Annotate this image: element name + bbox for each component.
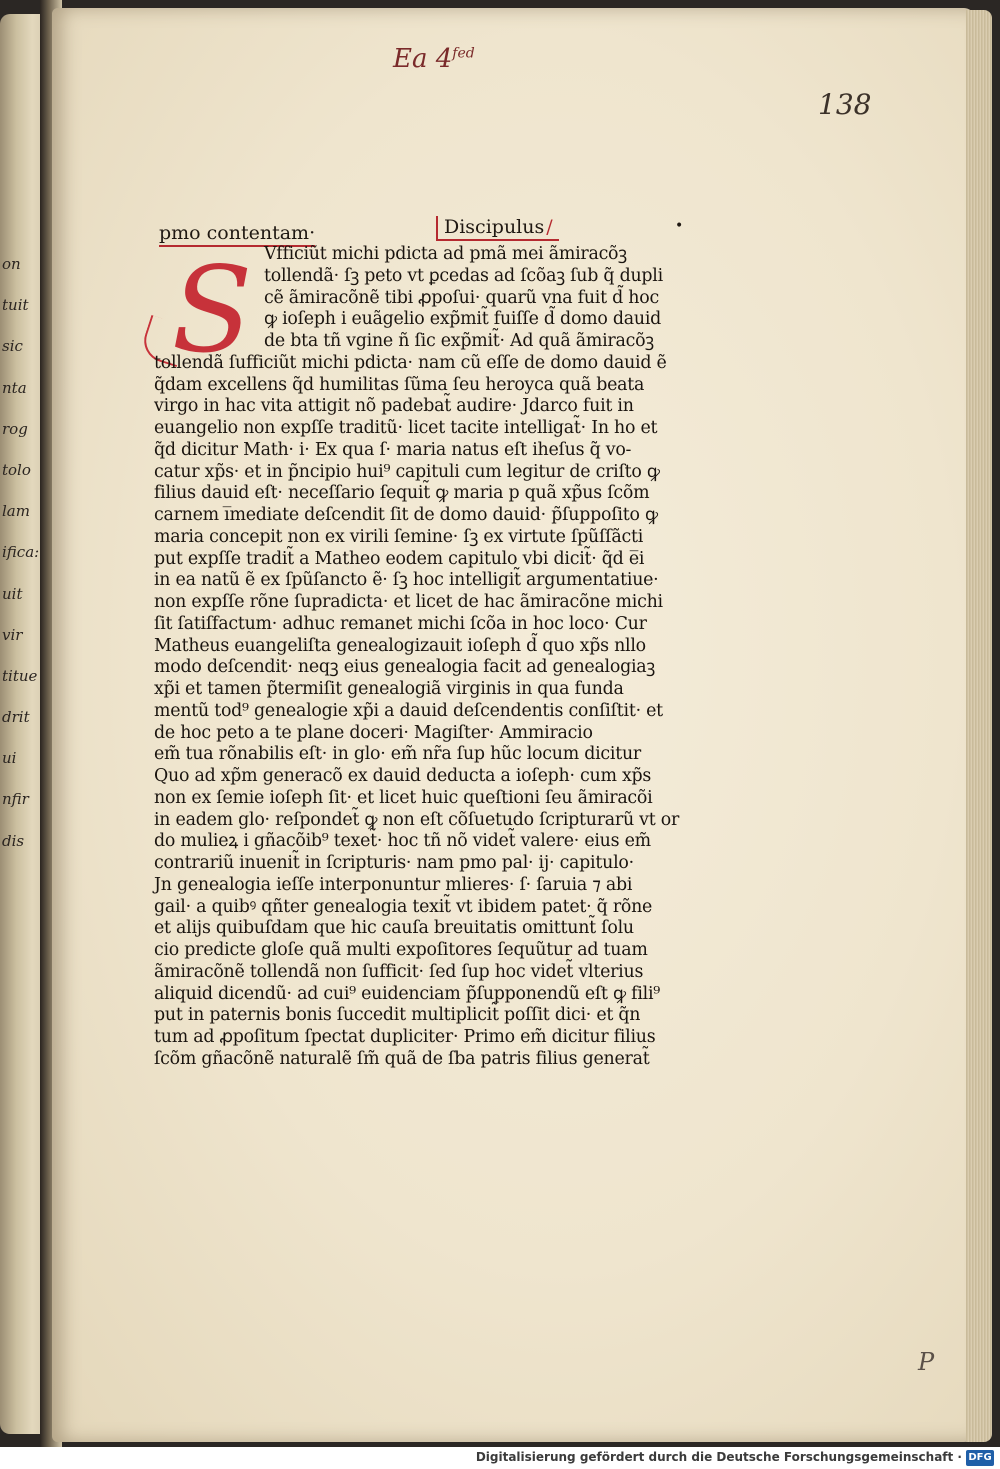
text-line: Jn genealogia ieſſe interponuntur mlieres· ſ· ſaruia ⁊ abi — [154, 874, 633, 895]
text-line: ꝙ ioſeph i euãgelio exp̃mit̃ fuiſſe d̃ domo dauid — [264, 309, 662, 330]
text-line: filius dauid eſt· neceſſario ſequit̃ ꝙ maria p quã xp̃us ſcõm — [154, 483, 650, 504]
text-line: de bta tñ vgine ñ ſic exp̃mit̃· Ad quã ãmiracõꝫ — [264, 331, 654, 351]
catchword: pmo contentam· — [159, 222, 315, 247]
text-line: mentũ tod⁹ genealogie xp̃i a dauid deſcendentis conſiſtit· et — [154, 700, 663, 721]
dfg-logo: DFG — [966, 1450, 994, 1466]
text-line: ſit ſatiſfactum· adhuc remanet michi ſcõa in hoc loco· Cur — [154, 613, 647, 634]
text-line: euangelio non expſſe traditũ· licet tacite intelligat̃· In ho et — [154, 418, 658, 438]
rubric-heading-text: Discipulus — [444, 216, 545, 238]
text-line: q̃dam excellens q̃d humilitas ſũma ſeu heroyca quã beata — [154, 374, 645, 395]
text-line: em̃ tua rõnabilis eſt· in glo· em̃ nr̃a ſup hũc locum dicitur — [154, 744, 641, 765]
left-page-text-fragments: on tuit sic nta rog tolo lam ifica: uit vir titue drit ui nfir dis — [2, 255, 40, 850]
text-line: xp̃i et tamen p̃termiſit genealogiã virginis in qua funda — [154, 679, 624, 699]
main-text-block — [154, 244, 702, 1071]
text-line: virgo in hac vita attigit nõ padebat̃ audire· Jdarco fuit in — [154, 396, 634, 417]
rubric-heading — [436, 216, 559, 241]
text-line: put expſſe tradit̃ a Matheo eodem capitulo vbi dicit̃· q̃d e̅i — [154, 548, 645, 569]
text-line: cio predicte gloſe quã multi expoſitores ſequũtur ad tuam — [154, 940, 648, 960]
text-line: do mulieꝝ i gñacõib⁹ texet̃· hoc tñ nõ videt̃ valere· eius em̃ — [154, 831, 651, 852]
page-edges — [966, 10, 992, 1442]
text-line: tollendã· ſꝫ peto vt ꝑcedas ad ſcõaꝫ ſub q̃ dupli — [264, 265, 663, 286]
text-line: Matheus euangeliſta genealogizauit ioſeph d̃ quo xp̃s nllo — [154, 635, 646, 656]
text-line: ſcõm gñacõnẽ naturalẽ ſm̃ quã de ſba patris filius generat̃ — [154, 1048, 650, 1069]
text-line: de hoc peto a te plane doceri· Magiſter· Ammiracio — [154, 722, 593, 743]
text-line: in eadem glo· reſpondet̃ ꝙ non eſt cõſuetudo ſcripturarũ vt or — [154, 809, 680, 830]
footer-credit: Digitalisierung gefördert durch die Deutsche Forschungsgemeinschaft · — [475, 1450, 962, 1464]
shelfmark-superscript: fed — [452, 45, 475, 62]
text-line: aliquid dicendũ· ad cui⁹ euidenciam p̃ſupponendũ eſt ꝙ fili⁹ — [154, 983, 660, 1004]
text-line: modo deſcendit· neqꝫ eius genealogia facit ad genealogiaꝫ — [154, 657, 656, 678]
text-line: non ex ſemie ioſeph ſit· et licet huic queſtioni ſeu ãmiracõi — [154, 787, 653, 808]
text-line: non expſſe rõne ſupradicta· et licet de hac ãmiracõne michi — [154, 592, 663, 612]
text-line: carnem i̅mediate deſcendit ſit de domo dauid· p̃ſuppoſito ꝙ — [154, 505, 658, 525]
text-line: Vfficiũt michi pdicta ad pmã mei ãmiracõꝫ — [264, 244, 627, 264]
folio-number: 138 — [818, 88, 872, 121]
text-line: maria concepit non ex virili ſemine· ſꝫ ex virtute ſpũſſãcti — [154, 526, 644, 547]
text-line: contrariũ inuenit̃ in ſcripturis· nam pmo pal· ij· capitulo· — [154, 853, 634, 873]
digitization-footer — [0, 1447, 1000, 1469]
text-line: cẽ ãmiracõnẽ tibi ꝓpoſui· quarũ vna fuit d̃ hoc — [264, 287, 659, 308]
text-line: Quo ad xp̃m generacõ ex dauid deducta a ioſeph· cum xp̃s — [154, 766, 652, 786]
dot-mark: • — [675, 218, 684, 234]
text-line: et alijs quibuſdam que hic cauſa breuitatis omittunt̃ ſolu — [154, 918, 634, 939]
rubric-slash: / — [546, 216, 553, 238]
text-line: in ea natũ ẽ ex ſpũſancto ẽ· ſꝫ hoc intelligit̃ argumentatiue· — [154, 570, 659, 591]
text-line: gail· a quibꝰ qñter genealogia texit̃ vt ibidem patet· q̃ rõne — [154, 896, 653, 917]
text-line: tollendã ſufficiũt michi pdicta· nam cũ eſſe de domo dauid ẽ — [154, 352, 667, 373]
corner-mark: P — [918, 1348, 935, 1376]
initial-letter: S — [171, 241, 253, 379]
text-line: put in paternis bonis ſuccedit multiplicit̃ poſſit dici· et q̃n — [154, 1005, 641, 1026]
text-line: catur xp̃s· et in p̃ncipio hui⁹ capituli cum legitur de criſto ꝙ — [154, 461, 660, 482]
text-line: ãmiracõnẽ tollendã non ſufficit· ſed ſup hoc videt̃ vlterius — [154, 961, 644, 982]
text-line: tum ad ꝓpoſitum ſpectat dupliciter· Primo em̃ dicitur filius — [154, 1027, 656, 1047]
shelfmark-annotation: Ea $4^{fed}$ — [393, 44, 475, 74]
text-line: q̃d dicitur Math· i· Ex qua ſ· maria natus eſt iheſus q̃ vo- — [154, 439, 632, 460]
